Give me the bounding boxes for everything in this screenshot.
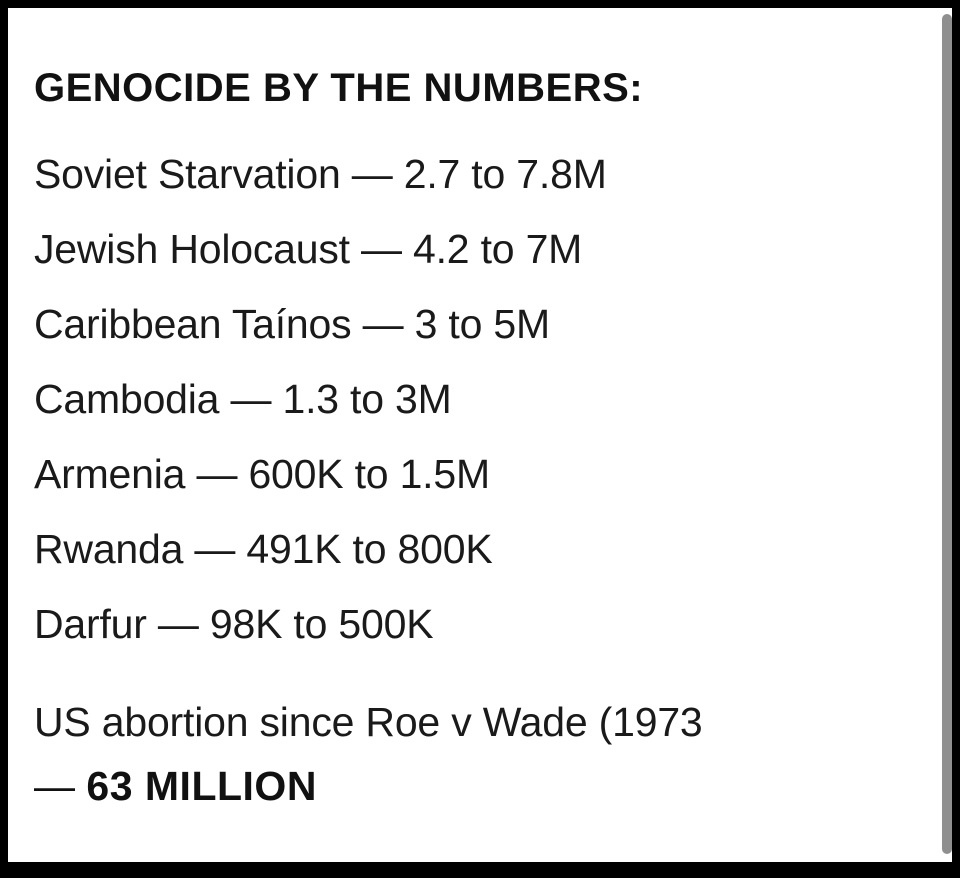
image-card <box>8 8 944 862</box>
footnote-line-2 <box>34 754 924 818</box>
page-title: GENOCIDE BY THE NUMBERS: <box>34 66 644 110</box>
list-item: Armenia — 600K to 1.5M <box>34 451 490 497</box>
footnote-dash: — <box>34 763 87 809</box>
footnote-line-1: US abortion since Roe v Wade (1973 <box>34 699 703 745</box>
list-item: Cambodia — 1.3 to 3M <box>34 376 452 422</box>
list-item: Caribbean Taínos — 3 to 5M <box>34 301 550 347</box>
text-block <box>34 66 924 818</box>
list-item: Darfur — 98K to 500K <box>34 601 434 647</box>
list-item: Jewish Holocaust — 4.2 to 7M <box>34 226 583 272</box>
list-item: Rwanda — 491K to 800K <box>34 526 493 572</box>
footnote-emphasis: 63 MILLION <box>86 763 317 809</box>
genocide-list <box>34 137 924 662</box>
list-item: Soviet Starvation — 2.7 to 7.8M <box>34 151 607 197</box>
footnote-block <box>34 690 924 818</box>
scrollbar-thumb[interactable] <box>942 14 952 854</box>
